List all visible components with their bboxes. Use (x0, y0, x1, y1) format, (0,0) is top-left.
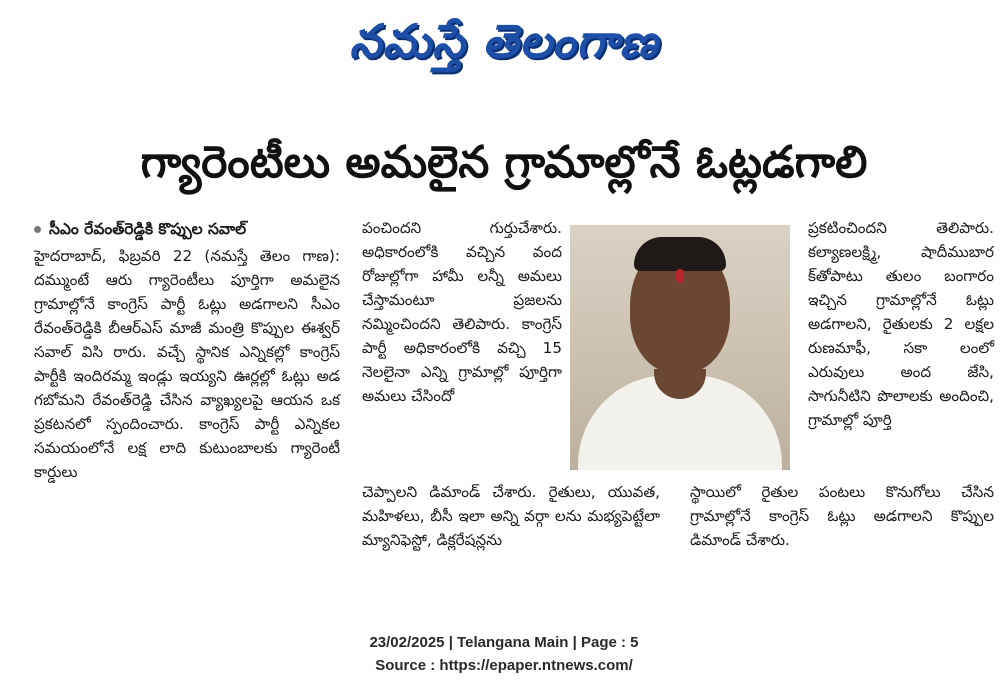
article-column-3 (808, 216, 994, 432)
article-paragraph: చెప్పాలని డిమాండ్ చేశారు. రైతులు, యువత, మహిళలు, బీసీ ఇలా అన్ని వర్గా లను మభ్యపెట్టేలా మ్యానిఫెస్టో, డిక్లరేషన్లను (362, 483, 660, 549)
article-column-2-continued (362, 480, 660, 552)
article-column-2 (362, 216, 562, 408)
bullet-icon (34, 226, 41, 233)
article-paragraph: పంచిందని గుర్తుచేశారు. అధికారంలోకి వచ్చిన వంద రోజుల్లోగా హామీ లన్నీ అమలు చేస్తామంటూ ప్రజలను నమ్మించిందని తెలిపారు. కాంగ్రెస్ పార్టీ అధికారంలోకి వచ్చి 15 నెలలైనా ఎన్ని గ్రామాల్లో పూర్తిగా అమలు చేసిందో (362, 219, 562, 405)
newspaper-logo: నమస్తే తెలంగాణ (349, 14, 659, 68)
article-headline: గ్యారెంటీలు అమలైన గ్రామాల్లోనే ఓట్లడగాలి (140, 137, 868, 188)
photo-hair (634, 237, 726, 271)
edition-info: 23/02/2025 | Telangana Main | Page : 5 (369, 634, 639, 651)
article-paragraph: హైదరాబాద్, ఫిబ్రవరి 22 (నమస్తే తెలం గాణ): దమ్ముంటే ఆరు గ్యారెంటీలు పూర్తిగా అమలైన గ్రామాల్లోనే కాంగ్రెస్ పార్టీ ఓట్లు అడగాలని సీఎం రేవంత్‌రెడ్డికి బీఆర్‌ఎస్ మాజీ మంత్రి కొప్పుల ఈశ్వర్ సవాల్ విసి రారు. వచ్చే స్థానిక ఎన్నికల్లో కాంగ్రెస్ పార్టీకి ఇందిరమ్మ ఇండ్లు ఇయ్యని ఊర్లల్లో ఓట్లు అడ గబోమని రేవంత్‌రెడ్డి చేసిన వ్యాఖ్యలపై ఆయన ఒక ప్రకటనలో స్పందించారు. కాంగ్రెస్ పార్టీ ఎన్నికల సమయంలోనే లక్ష లాది కుటుంబాలకు గ్యారెంటీ కార్డులు (34, 247, 340, 481)
article-subheading-row (34, 216, 340, 242)
source-link[interactable]: Source : https://epaper.ntnews.com/ (375, 657, 633, 674)
article-paragraph: ప్రకటించిందని తెలిపారు. కల్యాణలక్ష్మి, షాదీముబార క్‌తోపాటు తులం బంగారం ఇచ్చిన గ్రామాల్లోనే ఓట్లు అడగాలని, రైతులకు 2 లక్షల రుణమాఫీ, సకా లంలో ఎరువులు అంద జేసి, సాగునీటిని పొలాలకు అందించి, గ్రామాల్లో పూర్తి (808, 219, 994, 429)
masthead (0, 6, 1008, 76)
article-column-3-continued (690, 480, 994, 552)
politician-photo (570, 225, 790, 470)
article-subheading: సీఎం రేవంత్‌రెడ్డికి కొప్పుల సవాల్ (49, 220, 247, 238)
article-paragraph: స్థాయిలో రైతుల పంటలు కొనుగోలు చేసిన గ్రామాల్లోనే కాంగ్రెస్ ఓట్లు అడగాలని కొప్పుల డిమాండ్ చేశారు. (690, 483, 994, 549)
article-column-1 (34, 216, 340, 484)
photo-tilak (676, 269, 684, 283)
